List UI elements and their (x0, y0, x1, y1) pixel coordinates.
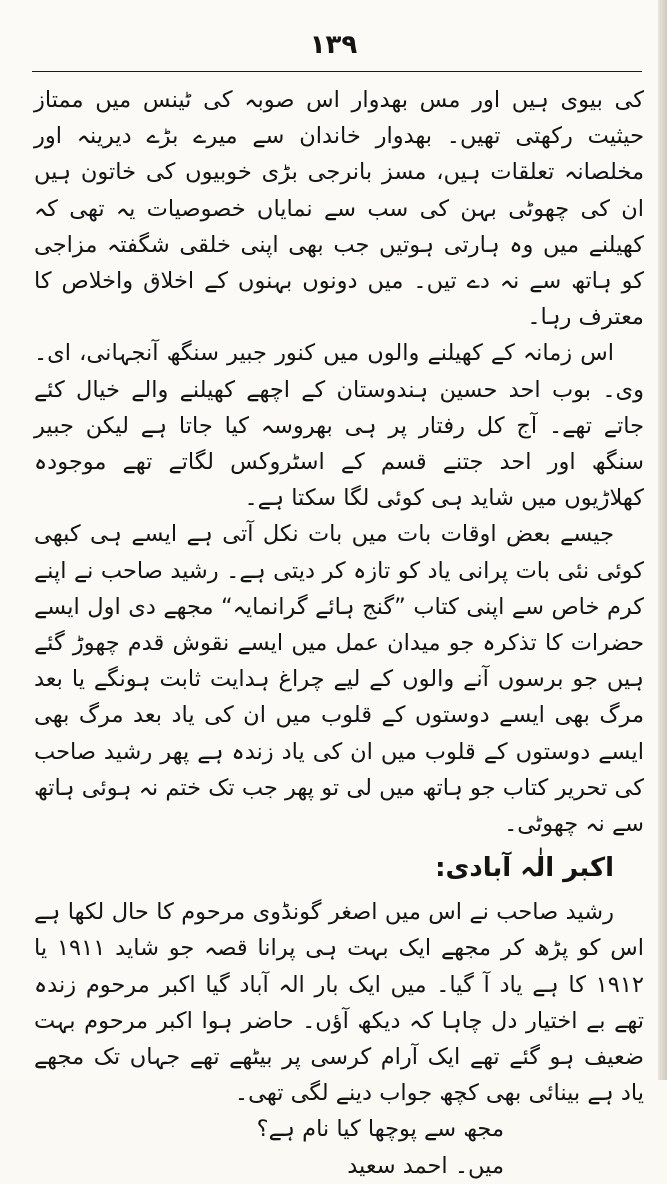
section-heading: اکبر الٰہ آبادی: (435, 853, 614, 884)
paragraph-1: کی بیوی ہیں اور مس بھدوار اس صوبہ کی ٹینس میں ممتاز حیثیت رکھتی تھیں۔ بھدوار خاندان سے میرے بڑے دیرینہ اور مخلصانہ تعلقات ہیں، مسز بانرجی بڑی خوبیوں کی خاتون ہیں ان کی چھوٹی بہن کی سب سے نمایاں خصوصیات یہ تھی کہ کھیلنے میں وہ ہارتی ہوتیں جب بھی اپنی خلقی شگفتہ مزاجی کو ہاتھ سے نہ دے تیں۔ میں دونوں بہنوں کے اخلاق واخلاص کا معترف رہا۔ (34, 87, 644, 331)
dialogue-line-2: میں۔ احمد سعید (347, 1152, 504, 1179)
page-number: ۱۳۹ (309, 30, 358, 60)
page-edge-shadow (658, 0, 667, 1080)
page-body (34, 82, 644, 1184)
header-rule (32, 71, 642, 72)
paragraph-4: رشید صاحب نے اس میں اصغر گونڈوی مرحوم کا حال لکھا ہے اس کو پڑھ کر مجھے ایک بہت ہی پرانا قصہ جو شاید ۱۹۱۱ یا ۱۹۱۲ کا ہے یاد آ گیا۔ میں ایک بار الہ آباد گیا اکبر مرحوم زندہ تھے بے اختیار دل چاہا کہ دیکھ آؤں۔ حاضر ہوا اکبر مرحوم بہت ضعیف ہو گئے تھے ایک آرام کرسی پر بیٹھے تھے جہاں تک مجھے یاد ہے بینائی بھی کچھ جواب دینے لگی تھی۔ (34, 899, 644, 1107)
paragraph-2: اس زمانہ کے کھیلنے والوں میں کنور جبیر سنگھ آنجہانی، ای۔ وی۔ بوب احد حسین ہندوستان کے اچھے کھیلنے والے خیال کئے جاتے تھے۔ آج کل رفتار پر ہی بھروسہ کیا جاتا ہے لیکن جبیر سنگھ اور احد جتنے قسم کے اسٹروکس لگاتے تھے موجودہ کھلاڑیوں میں شاید ہی کوئی لگا سکتا ہے۔ (34, 340, 644, 512)
dialogue-line-1: مجھ سے پوچھا کیا نام ہے؟ (256, 1116, 504, 1143)
paragraph-3: جیسے بعض اوقات بات میں بات نکل آتی ہے ایسے ہی کبھی کوئی نئی بات پرانی یاد کو تازہ کر دیتی ہے۔ رشید صاحب نے اپنے کرم خاص سے اپنی کتاب ”گنج ہائے گرانمایہ“ مجھے دی اول ایسے حضرات کا تذکرہ جو میدان عمل میں ایسے نقوش قدم چھوڑ گئے ہیں جو برسوں آنے والوں کے لیے چراغ ہدایت ثابت ہونگے یا بعد مرگ بھی ایسے دوستوں کے قلوب میں ان کی یاد بعد مرگ بھی ایسے دوستوں کے قلوب میں ان کی یاد زندہ ہے پھر رشید صاحب کی تحریر کتاب جو ہاتھ میں لی تو پھر جب تک ختم نہ ہوئی ہاتھ سے نہ چھوٹی۔ (34, 521, 644, 838)
